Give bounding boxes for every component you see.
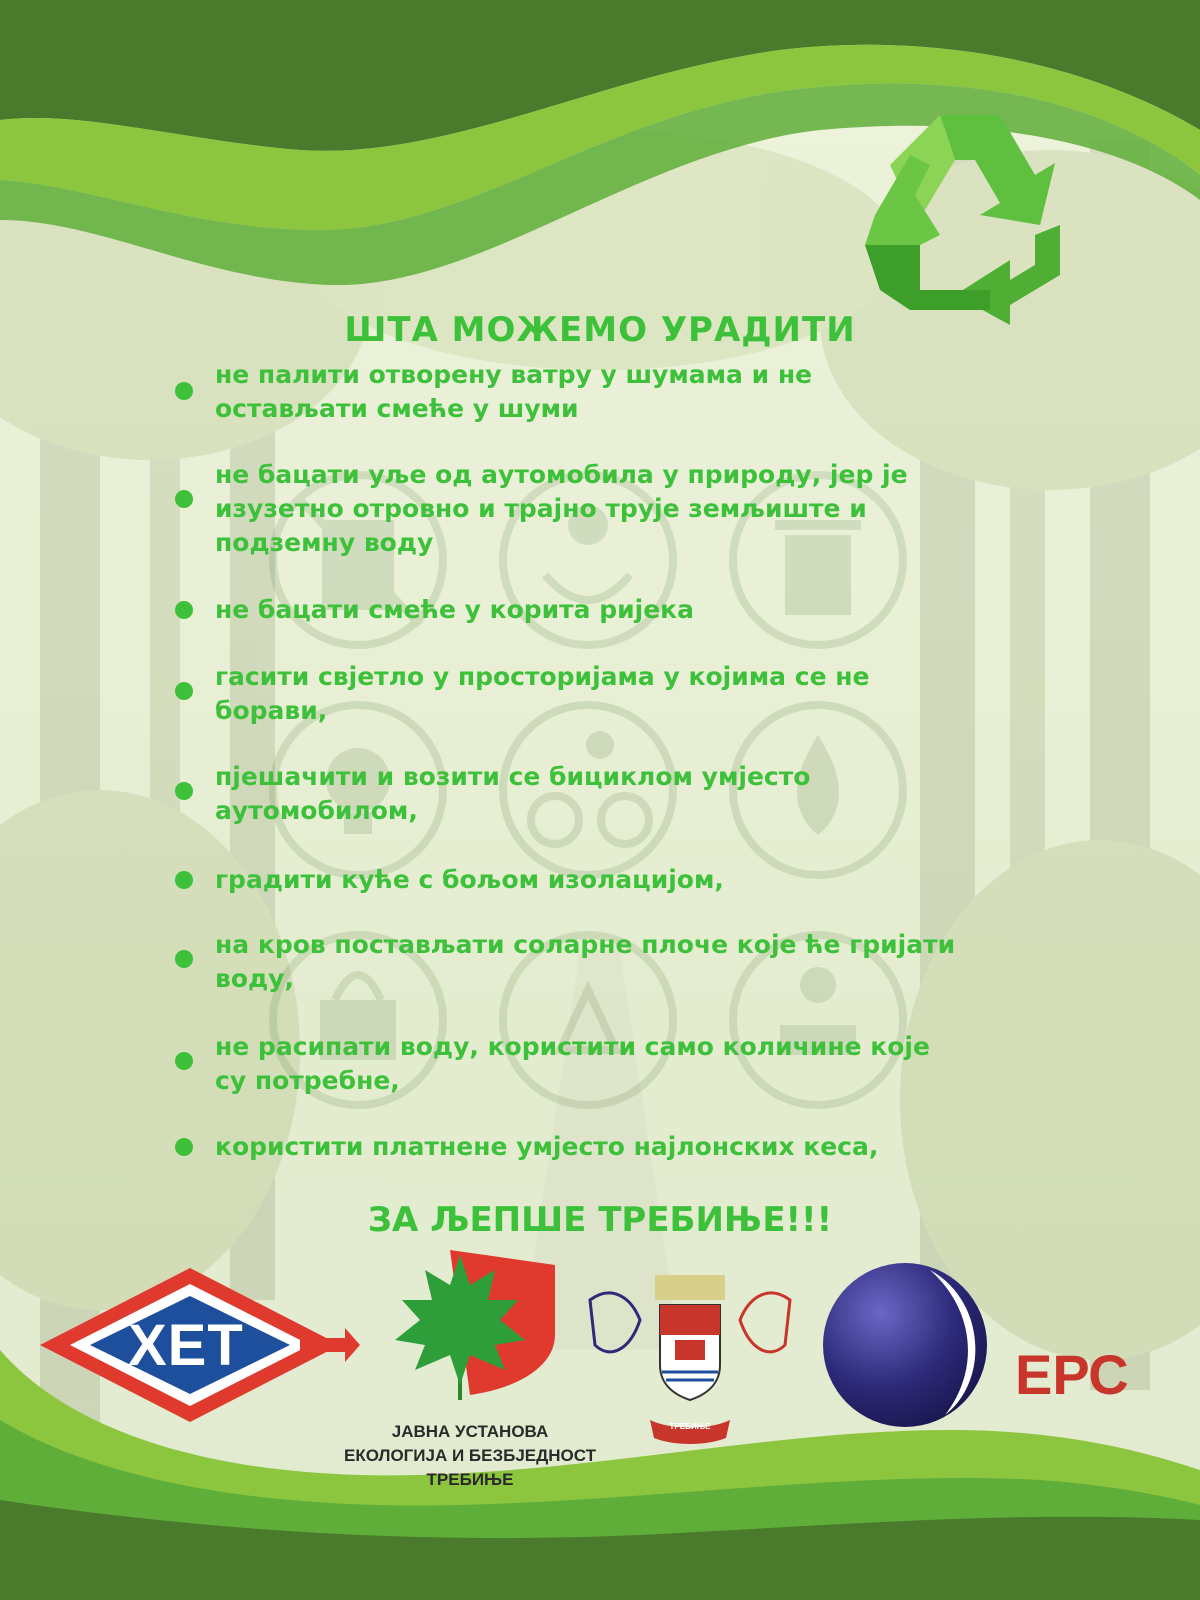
item-line: градити куће с бољом изолацијом, <box>215 865 724 894</box>
item-line: пјешачити и возити се бициклом умјесто <box>215 762 811 791</box>
bullet-icon <box>175 1138 193 1156</box>
item-line: подземну воду <box>215 528 434 557</box>
bullet-icon <box>175 382 193 400</box>
coat-of-arms-ribbon: ТРЕБИЊЕ <box>669 1422 711 1431</box>
ers-logo <box>823 1263 987 1427</box>
item-line: не бацати смеће у корита ријека <box>215 595 694 624</box>
item-line: остављати смеће у шуми <box>215 394 579 423</box>
bullet-icon <box>175 871 193 889</box>
ju-logo-line: ТРЕБИЊЕ <box>426 1470 514 1489</box>
item-line: борави, <box>215 696 328 725</box>
het-logo-text: ХЕТ <box>128 1313 244 1378</box>
slogan: ЗА ЉЕПШЕ ТРЕБИЊЕ!!! <box>367 1200 833 1240</box>
ju-logo-line: ЈАВНА УСТАНОВА <box>391 1422 549 1441</box>
bullet-icon <box>175 601 193 619</box>
bullet-icon <box>175 950 193 968</box>
item-line: на кров постављати соларне плоче које ће гријати <box>215 930 956 959</box>
item-line: не палити отворену ватру у шумама и не <box>215 360 813 389</box>
bullet-icon <box>175 1052 193 1070</box>
bullet-icon <box>175 682 193 700</box>
item-line: не расипати воду, користити само количине које <box>215 1032 930 1061</box>
item-line: не бацати уље од аутомобила у природу, јер је <box>215 460 908 489</box>
item-line: аутомобилом, <box>215 796 418 825</box>
bullet-icon <box>175 490 193 508</box>
item-line: користити платнене умјесто најлонских кеса, <box>215 1132 879 1161</box>
ju-ekologija-logo <box>395 1250 555 1400</box>
ju-logo-line: ЕКОЛОГИЈА И БЕЗБЈЕДНОСТ <box>344 1446 596 1465</box>
item-line: изузетно отровно и трајно трује земљиште и <box>215 494 867 523</box>
page-title: ШТА МОЖЕМО УРАДИТИ <box>344 310 856 350</box>
item-line: воду, <box>215 964 294 993</box>
ers-logo-text: ЕРС <box>1015 1343 1129 1406</box>
item-line: гасити свјетло у просторијама у којима се не <box>215 662 870 691</box>
bullet-icon <box>175 782 193 800</box>
item-line: су потребне, <box>215 1066 400 1095</box>
